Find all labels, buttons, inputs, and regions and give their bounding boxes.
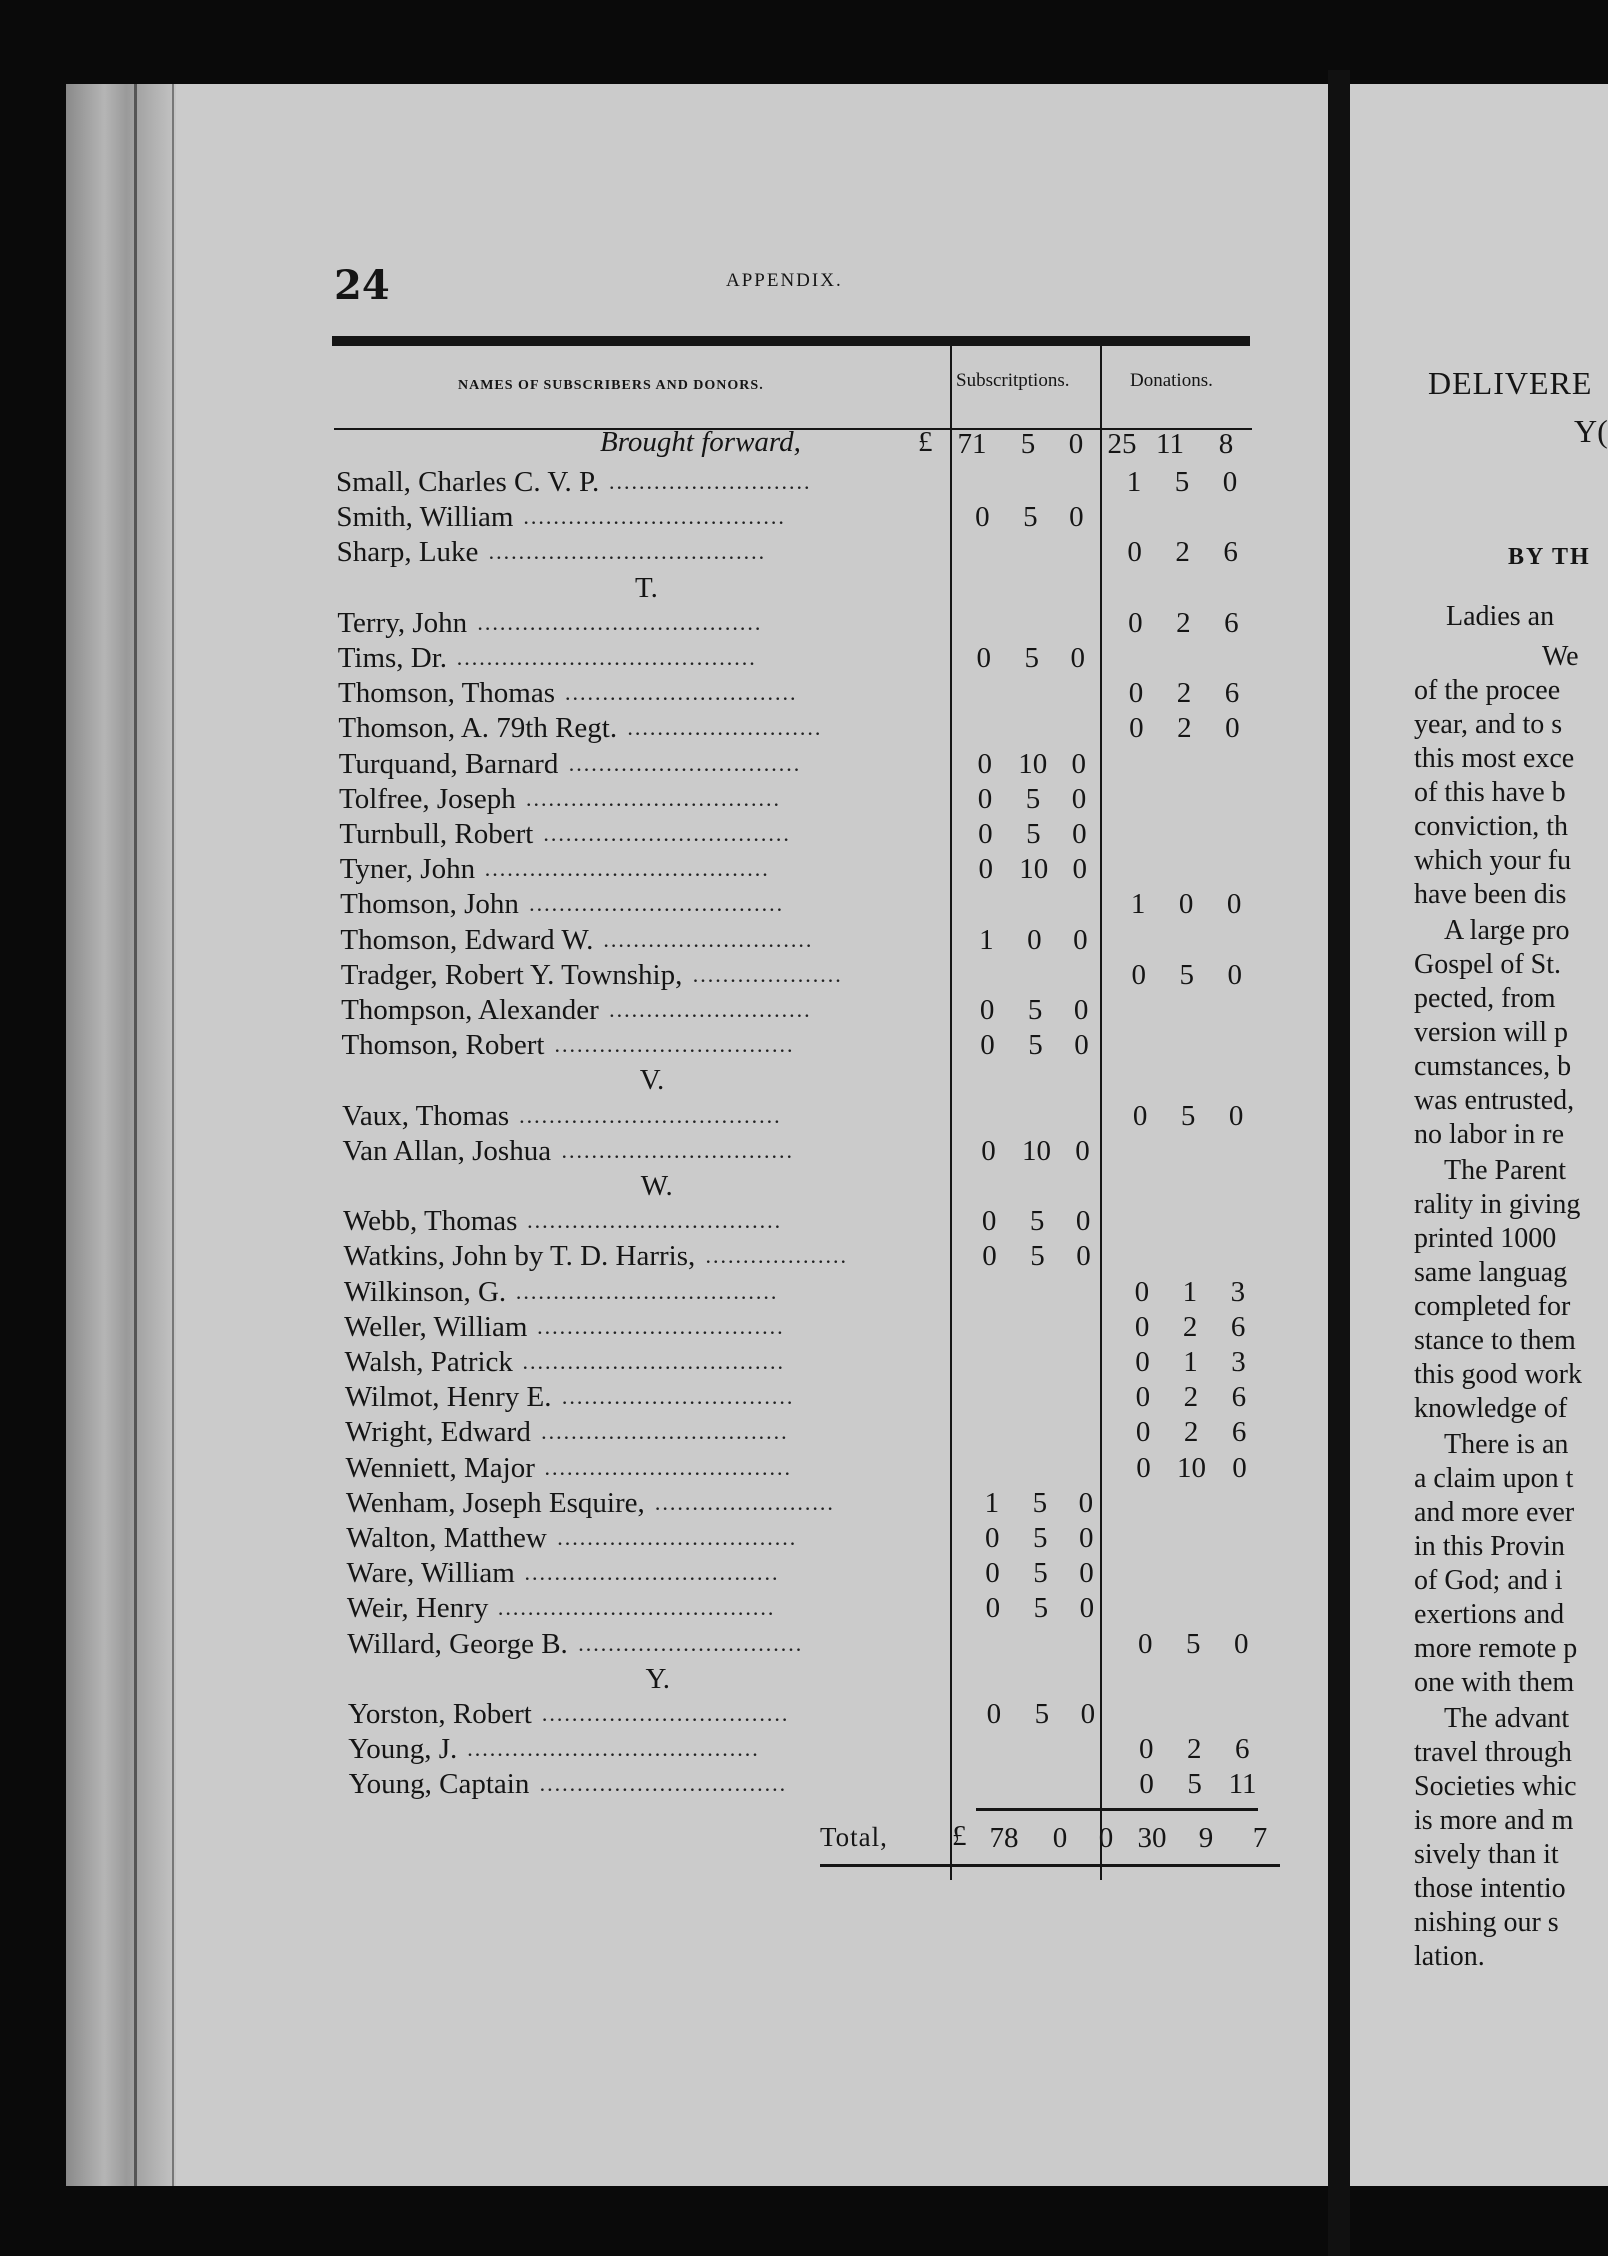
donations-column-header: Donations. — [1130, 370, 1213, 391]
table-row — [338, 710, 958, 746]
table-row — [346, 1450, 966, 1486]
donation-amount: 5 — [1174, 466, 1190, 498]
donation-amount: 6 — [1224, 677, 1240, 710]
right-page-line: Y( — [1574, 413, 1608, 449]
donation-amount: 10 — [1177, 1451, 1207, 1484]
right-page-line: completed for — [1414, 1291, 1571, 1322]
donation-amount: 0 — [1225, 712, 1240, 745]
leader-dots: ................................. — [541, 1701, 790, 1726]
leader-dots: .......................... — [627, 715, 823, 741]
right-page-line: version will p — [1414, 1017, 1568, 1048]
table-row — [342, 1098, 962, 1134]
right-page-line: cumstances, b — [1414, 1051, 1572, 1082]
subscriptions-column-header: Subscritptions. — [956, 370, 1070, 391]
donation-amount: 5 — [1187, 1768, 1202, 1801]
donation-amount: 0 — [1178, 888, 1194, 921]
right-page-line: no labor in re — [1414, 1119, 1565, 1150]
total-label: Total, — [820, 1822, 888, 1852]
donation-amount: 0 — [1129, 712, 1144, 745]
total-don-pounds: 30 — [1137, 1822, 1167, 1854]
subscription-amount: 0 — [976, 642, 991, 674]
subscription-amount: 0 — [985, 1557, 1000, 1590]
subscriber-name: Vaux, Thomas — [342, 1099, 510, 1132]
donation-amount: 2 — [1183, 1416, 1199, 1449]
subscription-amount: 0 — [1080, 1698, 1096, 1730]
table-row — [345, 1379, 965, 1415]
leader-dots: ................................... — [519, 1102, 782, 1128]
donation-amount: 0 — [1139, 1768, 1154, 1801]
subscription-amount: 0 — [986, 1698, 1002, 1730]
right-page-line: have been dis — [1414, 879, 1567, 910]
bf-don-pence: 8 — [1218, 428, 1234, 460]
right-page-line: of God; and i — [1414, 1565, 1563, 1596]
subscriber-name: Watkins, John by T. D. Harris, — [343, 1240, 696, 1273]
subscriber-name: Thomson, A. 79th Regt. — [338, 712, 618, 745]
right-page-line: which your fu — [1414, 845, 1572, 876]
leader-dots: ............................... — [561, 1137, 794, 1163]
subscriber-name: Sharp, Luke — [336, 536, 479, 569]
right-page-line: those intentio — [1414, 1873, 1566, 1904]
subscriber-name: Small, Charles C. V. P. — [336, 466, 600, 498]
subscriber-name: Thomson, Edward W. — [340, 923, 594, 956]
subscription-amount: 5 — [1033, 1592, 1049, 1625]
running-head: APPENDIX. — [726, 270, 843, 291]
donation-amount: 1 — [1126, 466, 1142, 498]
book-gutter — [1328, 70, 1350, 2256]
subscription-amount: 1 — [979, 923, 994, 956]
right-page-line: The Parent — [1444, 1155, 1567, 1186]
table-row — [346, 1520, 966, 1556]
subscription-amount: 5 — [1025, 782, 1041, 815]
leader-dots: ..................................... — [488, 539, 767, 565]
right-page-line: Ladies an — [1446, 601, 1555, 632]
table-row — [340, 922, 960, 958]
table-row — [342, 1133, 962, 1169]
right-page-line: pected, from — [1414, 983, 1556, 1014]
subscription-amount: 5 — [1026, 818, 1041, 850]
table-row — [341, 957, 961, 993]
leader-dots: .............................. — [578, 1630, 804, 1656]
subscription-amount: 0 — [1076, 1240, 1091, 1273]
leader-dots: ................................. — [537, 1313, 785, 1339]
subscription-amount: 1 — [984, 1486, 1000, 1519]
subscriber-name: Young, J. — [348, 1733, 458, 1766]
leader-dots: .................................. — [527, 1208, 783, 1234]
right-page-line: There is an — [1444, 1429, 1569, 1460]
subscription-amount: 10 — [1018, 747, 1048, 780]
right-page-line: A large pro — [1444, 915, 1570, 946]
donation-amount: 0 — [1128, 677, 1144, 710]
subscription-amount: 0 — [1073, 994, 1089, 1026]
subscription-amount: 0 — [981, 1205, 997, 1238]
subscription-amount: 0 — [984, 1522, 1000, 1554]
subscription-amount: 0 — [979, 994, 995, 1026]
right-page-line: of the procee — [1414, 675, 1561, 706]
right-page-line: The advant — [1444, 1703, 1570, 1734]
leader-dots: ............................ — [603, 926, 814, 952]
leader-dots: ........................... — [609, 997, 812, 1022]
subscriber-name: Terry, John — [337, 606, 468, 639]
table-row — [345, 1414, 965, 1450]
subscriber-name: Webb, Thomas — [343, 1205, 518, 1238]
table-row — [348, 1731, 968, 1767]
donation-amount: 0 — [1138, 1733, 1154, 1766]
leader-dots: ................................ — [554, 1032, 795, 1058]
table-row — [344, 1274, 964, 1310]
right-page-line: is more and m — [1414, 1805, 1574, 1836]
subscription-amount: 0 — [978, 818, 993, 850]
table-row — [340, 851, 960, 887]
subscriber-name: Walton, Matthew — [346, 1522, 547, 1554]
leader-dots: ................................. — [541, 1419, 789, 1445]
subscription-amount: 5 — [1032, 1486, 1048, 1519]
leader-dots: ................................. — [544, 1454, 793, 1480]
subscription-amount: 0 — [975, 501, 990, 534]
subscriber-name: Wilkinson, G. — [343, 1275, 507, 1308]
right-page-line: stance to them — [1414, 1325, 1576, 1356]
subscription-amount: 5 — [1030, 1240, 1045, 1273]
donation-amount: 0 — [1134, 1310, 1150, 1343]
right-page-line: more remote p — [1414, 1633, 1578, 1664]
right-page-line: conviction, th — [1414, 811, 1568, 842]
table-row — [347, 1590, 967, 1626]
right-page-line: this good work — [1414, 1359, 1582, 1390]
table-row — [338, 640, 958, 676]
right-page-line: rality in giving — [1414, 1189, 1581, 1220]
subscriber-name: Tolfree, Joseph — [339, 782, 516, 815]
subscription-amount: 5 — [1027, 994, 1043, 1026]
donation-amount: 0 — [1233, 1627, 1249, 1660]
donation-amount: 0 — [1232, 1451, 1247, 1484]
bf-don-shillings: 11 — [1156, 428, 1184, 460]
page-edge-shadow — [66, 84, 176, 2186]
donation-amount: 0 — [1135, 1416, 1151, 1449]
section-letter: T. — [635, 571, 658, 604]
subscription-amount: 0 — [1075, 1134, 1090, 1167]
total-sub-pounds: 78 — [989, 1822, 1019, 1854]
bf-sub-pence: 0 — [1068, 428, 1084, 460]
donation-amount: 0 — [1136, 1451, 1151, 1484]
donation-amount: 1 — [1182, 1275, 1198, 1308]
subscription-amount: 0 — [985, 1592, 1001, 1625]
subscription-amount: 0 — [978, 853, 993, 886]
subscriber-name: Ware, William — [346, 1557, 515, 1590]
subscriber-name: Thomson, Robert — [341, 1029, 545, 1062]
right-page-line: in this Provin — [1414, 1531, 1565, 1562]
table-row — [340, 886, 960, 922]
bf-sub-pounds: 71 — [957, 428, 987, 460]
subscriber-name: Thomson, John — [340, 888, 519, 921]
leader-dots: ..................................... — [497, 1595, 776, 1621]
subscription-amount: 0 — [1070, 642, 1085, 674]
donation-amount: 2 — [1175, 536, 1190, 569]
subscription-amount: 0 — [1078, 1486, 1094, 1519]
donation-amount: 0 — [1226, 888, 1242, 921]
right-page-line: a claim upon t — [1414, 1463, 1574, 1494]
leader-dots: ....................................... — [467, 1736, 760, 1762]
subscription-amount: 10 — [1021, 1134, 1051, 1167]
donation-amount: 0 — [1128, 606, 1143, 639]
subscription-amount: 0 — [981, 1134, 996, 1167]
table-row — [339, 781, 959, 817]
table-row — [339, 816, 959, 852]
table-row — [341, 992, 961, 1028]
right-page-line: Gospel of St. — [1414, 949, 1561, 980]
right-page-line: exertions and — [1414, 1599, 1565, 1630]
table-row — [339, 746, 959, 782]
leader-dots: .................................. — [524, 1560, 780, 1586]
subscription-amount: 0 — [1072, 853, 1087, 886]
table-row — [338, 675, 958, 711]
subscription-amount: 5 — [1023, 501, 1038, 534]
table-row — [349, 1766, 969, 1802]
right-page-line: We — [1542, 641, 1579, 672]
right-page-line: BY TH — [1508, 544, 1591, 570]
donation-amount: 2 — [1183, 1381, 1199, 1414]
subscriber-name: Willard, George B. — [347, 1627, 568, 1660]
bf-don-pounds: 25 — [1107, 428, 1137, 460]
subscription-amount: 0 — [1071, 782, 1087, 815]
subscriber-name: Yorston, Robert — [347, 1698, 532, 1730]
right-page-line: DELIVERE — [1428, 365, 1593, 401]
subscription-amount: 5 — [1034, 1698, 1050, 1730]
section-letter: V. — [639, 1064, 665, 1097]
donation-amount: 11 — [1228, 1768, 1257, 1801]
page-edge-line — [134, 84, 137, 2186]
table-row — [345, 1344, 965, 1380]
right-page-line: printed 1000 — [1414, 1223, 1557, 1254]
donation-amount: 0 — [1131, 958, 1146, 991]
right-page-line: was entrusted, — [1414, 1085, 1575, 1116]
leader-dots: .................... — [692, 961, 843, 987]
subscriber-name: Wenham, Joseph Esquire, — [345, 1486, 645, 1519]
donation-amount: 6 — [1223, 536, 1238, 569]
donation-amount: 0 — [1132, 1099, 1148, 1132]
leader-dots: ................... — [705, 1243, 848, 1269]
subscription-amount: 0 — [1072, 818, 1087, 850]
donation-amount: 0 — [1135, 1381, 1151, 1414]
subscriber-name: Tims, Dr. — [337, 642, 448, 674]
right-page-line: and more ever — [1414, 1497, 1575, 1528]
total-sub-pence: 0 — [1098, 1822, 1114, 1854]
currency-symbol: £ — [918, 426, 933, 458]
right-page-line: of this have b — [1414, 777, 1566, 808]
subscription-amount: 5 — [1028, 1029, 1043, 1062]
subscription-amount: 0 — [1027, 923, 1042, 956]
subscriber-name: Turquand, Barnard — [338, 747, 559, 780]
table-row — [344, 1309, 964, 1345]
leader-dots: ........................................ — [456, 645, 757, 670]
donation-amount: 2 — [1182, 1310, 1198, 1343]
total-don-shillings: 9 — [1198, 1822, 1214, 1854]
page-edge-line — [172, 84, 174, 2186]
subscriber-name: Van Allan, Joshua — [342, 1134, 552, 1167]
donation-amount: 6 — [1231, 1416, 1247, 1449]
subscription-amount: 5 — [1024, 642, 1039, 674]
table-row — [336, 499, 956, 535]
donation-amount: 2 — [1177, 712, 1192, 745]
right-page-line: Societies whic — [1414, 1771, 1577, 1802]
table-row — [337, 534, 957, 570]
subscription-amount: 5 — [1032, 1522, 1048, 1554]
donation-amount: 1 — [1183, 1346, 1198, 1378]
donation-amount: 3 — [1231, 1346, 1246, 1378]
leader-dots: .................................. — [526, 785, 782, 811]
donation-amount: 0 — [1137, 1627, 1153, 1660]
right-page-line: travel through — [1414, 1737, 1572, 1768]
table-row — [341, 1027, 961, 1063]
table-row — [343, 1238, 963, 1274]
total-don-pence: 7 — [1252, 1822, 1268, 1854]
subscription-amount: 0 — [980, 1029, 995, 1062]
donation-amount: 2 — [1176, 677, 1192, 710]
donation-amount: 0 — [1228, 1099, 1244, 1132]
leader-dots: ................................... — [523, 504, 786, 530]
donation-amount: 5 — [1180, 1099, 1196, 1132]
leader-dots: .................................. — [529, 891, 785, 917]
brought-forward-label: Brought forward, — [600, 426, 801, 458]
right-page-line: one with them — [1414, 1667, 1575, 1698]
subscriber-name: Smith, William — [336, 501, 514, 534]
donation-amount: 5 — [1185, 1627, 1201, 1660]
leader-dots: ................................... — [515, 1278, 779, 1304]
subscriber-name: Tyner, John — [339, 853, 476, 886]
subscriber-name: Turnbull, Robert — [339, 818, 534, 850]
subscription-amount: 0 — [1069, 501, 1084, 534]
donation-amount: 0 — [1227, 958, 1242, 991]
total-sub-shillings: 0 — [1052, 1822, 1068, 1854]
donation-amount: 1 — [1130, 888, 1146, 921]
subscription-amount: 0 — [1075, 1205, 1091, 1238]
right-page-line: knowledge of — [1414, 1393, 1568, 1424]
donation-amount: 0 — [1222, 466, 1238, 498]
subscriber-name: Young, Captain — [348, 1768, 530, 1801]
donation-amount: 0 — [1134, 1275, 1150, 1308]
bf-sub-shillings: 5 — [1020, 428, 1036, 460]
donation-amount: 2 — [1176, 606, 1191, 639]
table-row — [337, 605, 957, 641]
names-column-header: NAMES OF SUBSCRIBERS AND DONORS. — [458, 378, 764, 393]
subscription-amount: 0 — [1071, 747, 1086, 780]
table-row — [347, 1626, 967, 1662]
subscription-amount: 0 — [977, 747, 992, 780]
subscription-amount: 0 — [1079, 1592, 1095, 1625]
donation-amount: 6 — [1230, 1310, 1246, 1343]
right-page-line: nishing our s — [1414, 1907, 1559, 1938]
donation-amount: 0 — [1135, 1346, 1150, 1378]
column-rule — [1100, 336, 1102, 1880]
subscription-amount: 0 — [977, 782, 993, 815]
total-top-rule — [976, 1808, 1258, 1811]
right-page-line: same languag — [1414, 1257, 1568, 1288]
table-row — [336, 464, 956, 500]
subscription-amount: 0 — [1078, 1522, 1094, 1554]
right-page-line: this most exce — [1414, 743, 1575, 774]
total-bottom-rule — [820, 1864, 1280, 1867]
leader-dots: ...................................... — [477, 609, 763, 635]
leader-dots: ............................... — [561, 1384, 795, 1410]
leader-dots: ...................................... — [484, 856, 770, 882]
subscriber-name: Thomson, Thomas — [338, 677, 555, 710]
leader-dots: ................................. — [539, 1771, 788, 1797]
donation-amount: 6 — [1234, 1733, 1250, 1766]
subscriber-name: Weller, William — [344, 1310, 528, 1343]
leader-dots: ................................. — [543, 821, 791, 846]
table-row — [348, 1696, 968, 1732]
subscriber-name: Walsh, Patrick — [344, 1346, 513, 1378]
subscriber-name: Tradger, Robert Y. Township, — [340, 958, 683, 991]
leader-dots: ........................ — [654, 1489, 835, 1515]
leader-dots: ............................... — [565, 680, 798, 706]
donation-amount: 2 — [1186, 1733, 1202, 1766]
subscription-amount: 0 — [982, 1240, 997, 1273]
leader-dots: ................................... — [522, 1349, 785, 1374]
subscriber-name: Weir, Henry — [346, 1592, 489, 1625]
subscription-amount: 10 — [1019, 853, 1049, 886]
subscription-amount: 0 — [1079, 1557, 1094, 1590]
subscription-amount: 0 — [1073, 923, 1088, 956]
donation-amount: 3 — [1230, 1275, 1246, 1308]
table-row — [346, 1485, 966, 1521]
subscription-amount: 5 — [1033, 1557, 1048, 1590]
leader-dots: ........................... — [609, 469, 812, 494]
right-page-line: year, and to s — [1414, 709, 1563, 740]
leader-dots: ................................ — [557, 1525, 798, 1550]
leader-dots: ............................... — [568, 750, 802, 776]
subscriber-name: Thompson, Alexander — [341, 994, 599, 1026]
donation-amount: 6 — [1231, 1381, 1247, 1414]
page-number: 24 — [334, 262, 390, 309]
right-page-line: sively than it — [1414, 1839, 1559, 1870]
table-row — [347, 1555, 967, 1591]
subscription-amount: 0 — [1074, 1029, 1089, 1062]
section-letter: Y. — [645, 1662, 671, 1695]
subscriber-name: Wenniett, Major — [345, 1451, 535, 1484]
donation-amount: 6 — [1224, 606, 1239, 639]
donation-amount: 5 — [1179, 958, 1194, 991]
subscriber-name: Wilmot, Henry E. — [344, 1381, 552, 1414]
subscription-amount: 5 — [1029, 1205, 1045, 1238]
subscriber-name: Wright, Edward — [345, 1416, 531, 1449]
right-page-line: lation. — [1414, 1941, 1485, 1972]
currency-symbol: £ — [952, 1820, 967, 1852]
section-letter: W. — [640, 1170, 673, 1202]
table-row — [343, 1203, 963, 1239]
donation-amount: 0 — [1127, 536, 1142, 569]
table-top-rule — [332, 336, 1250, 346]
